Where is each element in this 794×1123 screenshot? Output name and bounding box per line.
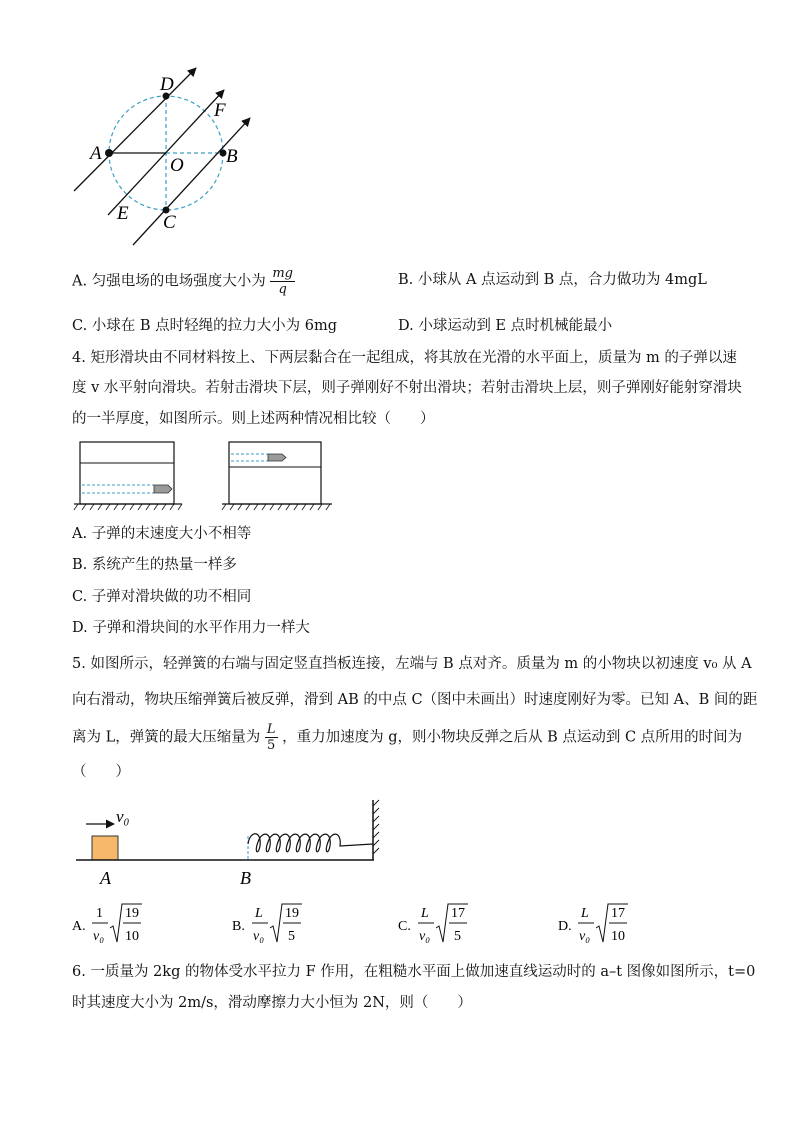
svg-text:19: 19: [125, 906, 139, 921]
q4-option-d: D. 子弹和滑块间的水平作用力一样大: [72, 620, 310, 636]
q6-stem-line2: 时其速度大小为 2m/s，滑动摩擦力大小恒为 2N，则（ ）: [72, 995, 472, 1011]
q4-stem-line3: 的一半厚度，如图所示。则上述两种情况相比较（ ）: [72, 411, 435, 427]
q5-option-a: [72, 900, 192, 954]
svg-text:1: 1: [96, 906, 103, 921]
q6-stem-line1: 6. 一质量为 2kg 的物体受水平拉力 F 作用，在粗糙水平面上做加速直线运动时的 a–t 图像如图所示，t=0: [72, 964, 756, 980]
label-B: B: [240, 868, 251, 888]
q5-stem-line3: 离为 L，弹簧的最大压缩量为 $\frac{L}{5}$ ，重力加速度为 g，则小物块反弹之后从 B 点运动到 C 点所用的时间为: [72, 722, 743, 753]
label-A: A: [100, 868, 111, 888]
svg-text:v₀: v₀: [253, 929, 265, 944]
label-F: F: [214, 100, 226, 121]
svg-text:v₀: v₀: [419, 929, 431, 944]
svg-text:L: L: [581, 906, 589, 921]
svg-text:5: 5: [454, 929, 461, 944]
field-line: [133, 118, 250, 245]
label-O: O: [170, 155, 184, 176]
bullet-icon: [268, 454, 286, 461]
svg-text:v₀: v₀: [93, 929, 105, 944]
q3-option-c: C. 小球在 B 点时轻绳的拉力大小为 6mg: [72, 318, 338, 334]
q3-option-d: D. 小球运动到 E 点时机械能最小: [398, 318, 613, 334]
svg-text:D.: D.: [558, 919, 572, 934]
q4-stem-line2: 度 v 水平射向滑块。若射击滑块下层，则子弹刚好不射出滑块；若射击滑块上层，则子弹刚好能射穿滑块: [72, 380, 742, 396]
svg-text:17: 17: [451, 906, 465, 921]
label-A: A: [90, 143, 102, 164]
q5-stem-line4: （ ）: [72, 764, 130, 780]
bullet-block-figure: [70, 436, 340, 516]
svg-text:v₀: v₀: [579, 929, 591, 944]
q4-option-c: C. 子弹对滑块做的功不相同: [72, 589, 252, 605]
label-E: E: [117, 203, 129, 224]
q4-stem-line1: 4. 矩形滑块由不同材料按上、下两层黏合在一起组成，将其放在光滑的水平面上，质量为 m 的子弹以速: [72, 350, 737, 366]
svg-text:17: 17: [611, 906, 625, 921]
circle-field-figure: [60, 60, 280, 260]
q5-option-b: [232, 900, 352, 954]
label-B: B: [226, 146, 238, 167]
q3-option-b: B. 小球从 A 点运动到 B 点，合力做功为 4mgL: [398, 272, 707, 288]
svg-text:L: L: [421, 906, 429, 921]
bullet-icon: [154, 485, 172, 493]
svg-text:B.: B.: [232, 919, 245, 934]
q3-option-a: A. 匀强电场的电场强度大小为 $\frac{mg}{q}$: [72, 266, 293, 297]
spring-block-figure: [72, 798, 392, 892]
label-C: C: [163, 212, 176, 233]
q5-stem-line2: 向右滑动，物块压缩弹簧后被反弹，滑到 AB 的中点 C（图中未画出）时速度刚好为零。已知 A、B 间的距: [72, 692, 758, 708]
svg-text:A.: A.: [72, 919, 86, 934]
q4-option-b: B. 系统产生的热量一样多: [72, 557, 237, 573]
label-D: D: [160, 74, 174, 95]
v0-label: v₀: [116, 807, 130, 826]
svg-text:10: 10: [125, 929, 139, 944]
q5-option-d: [558, 900, 678, 954]
svg-text:L: L: [255, 906, 263, 921]
svg-text:10: 10: [611, 929, 625, 944]
block: [92, 836, 118, 860]
spring: [248, 834, 373, 852]
svg-text:5: 5: [288, 929, 295, 944]
q4-option-a: A. 子弹的末速度大小不相等: [72, 526, 252, 542]
q5-stem-line1: 5. 如图所示，轻弹簧的右端与固定竖直挡板连接，左端与 B 点对齐。质量为 m 的小物块以初速度 v₀ 从 A: [72, 656, 752, 672]
svg-text:C.: C.: [398, 919, 411, 934]
q5-option-c: [398, 900, 518, 954]
q5-options: [72, 900, 752, 950]
svg-text:19: 19: [285, 906, 299, 921]
